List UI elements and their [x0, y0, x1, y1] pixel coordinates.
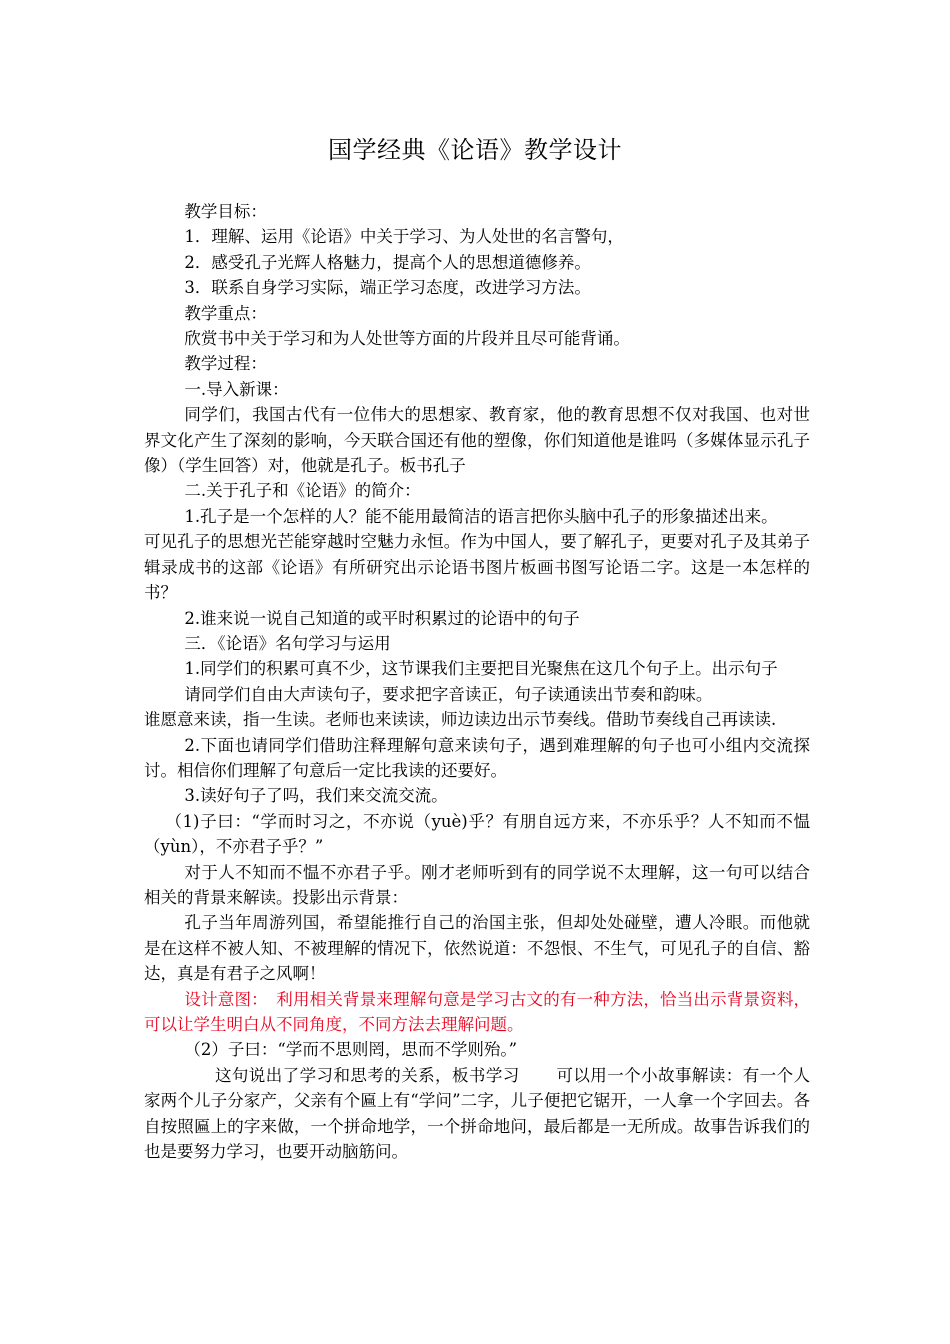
goal-item-1: 1．理解、运用《论语》中关于学习、为人处世的名言警句，: [184, 227, 624, 247]
heading-teaching-process: 教学过程：: [184, 354, 267, 374]
confucius-paragraph: 可见孔子的思想光芒能穿越时空魅力永恒。作为中国人，要了解孔子，更要对孔子及其弟子辑录成书的这部《论语》有所研究出示论语书图片板画书图写论语二字。这是一本怎样的书？: [144, 532, 810, 603]
story-paragraph: [144, 1063, 810, 1165]
step-1: 1.同学们的积累可真不少，这节课我们主要把目光聚焦在这几个句子上。出示句子: [184, 659, 778, 679]
section-3-heading: 三．《论语》名句学习与运用: [184, 633, 391, 653]
step-2: 2.下面也请同学们借助注释理解句意来读句子，遇到难理解的句子也可小组内交流探讨。相信你们理解了句意后一定比我读的还要好。: [144, 735, 810, 780]
question-1: 1.孔子是一个怎样的人？能不能用最简洁的语言把你头脑中孔子的形象描述出来。: [184, 506, 778, 526]
goal-item-3: 3．联系自身学习实际，端正学习态度，改进学习方法。: [184, 278, 591, 298]
focus-text: 欣赏书中关于学习和为人处世等方面的片段并且尽可能背诵。: [184, 329, 630, 349]
quote-1: （1)子曰：“学而时习之，不亦说（yuè)乎？有朋自远方来，不亦乐乎？人不知而不愠（yùn），不亦君子乎？”: [144, 811, 810, 857]
read-instruction: 请同学们自由大声读句子，要求把字音读正，句子读通读出节奏和韵味。: [184, 684, 713, 704]
read-aloud-paragraph: 谁愿意来读，指一生读。老师也来读读，师边读边出示节奏线。借助节奏线自己再读读.: [144, 710, 777, 730]
design-intent: 设计意图： 利用相关背景来理解句意是学习古文的有一种方法，恰当出示背景资料，可以让学生明白从不同角度，不同方法去理解问题。: [144, 989, 810, 1034]
quote-1-discussion: 对于人不知而不愠不亦君子乎。刚才老师听到有的同学说不太理解，这一句可以结合相关的背景来解读。投影出示背景：: [144, 862, 810, 907]
document-title: 国学经典《论语》教学设计: [328, 136, 622, 164]
goal-item-2: 2．感受孔子光辉人格魅力，提高个人的思想道德修养。: [184, 252, 591, 272]
quote-2: （2）子曰：“学而不思则罔，思而不学则殆。”: [184, 1040, 518, 1060]
question-2: 2.谁来说一说自己知道的或平时积累过的论语中的句子: [184, 608, 580, 628]
story-lead: 这句说出了学习和思考的关系，板书学习: [214, 1065, 520, 1085]
section-1-heading: 一.导入新课：: [184, 379, 289, 399]
story-body: 可以用一个小故事解读：有一个人家两个儿子分家产，父亲有个匾上有“学问”二字，儿子便把它锯开，一人拿一个字回去。各自按照匾上的字来做，一个拼命地学，一个拼命地问，最后都是一无所成。故事告诉我们的也是要努力学习，也要开动脑筋问。: [144, 1065, 811, 1162]
section-2-heading: 二.关于孔子和《论语》的简介：: [184, 481, 421, 501]
intro-paragraph: 同学们，我国古代有一位伟大的思想家、教育家，他的教育思想不仅对我国、也对世界文化产生了深刻的影响，今天联合国还有他的塑像，你们知道他是谁吗（多媒体显示孔子像）（学生回答）对，他就是孔子。板书孔子: [144, 405, 810, 476]
heading-teaching-focus: 教学重点：: [184, 303, 267, 323]
document-body: [144, 199, 810, 1164]
background-paragraph: 孔子当年周游列国，希望能推行自己的治国主张，但却处处碰壁，遭人冷眼。而他就是在这样不被人知、不被理解的情况下，依然说道：不怨恨、不生气，可见孔子的自信、豁达，真是有君子之风啊！: [144, 913, 810, 984]
step-3: 3.读好句子了吗，我们来交流交流。: [184, 786, 448, 806]
heading-teaching-goals: 教学目标：: [184, 202, 267, 221]
